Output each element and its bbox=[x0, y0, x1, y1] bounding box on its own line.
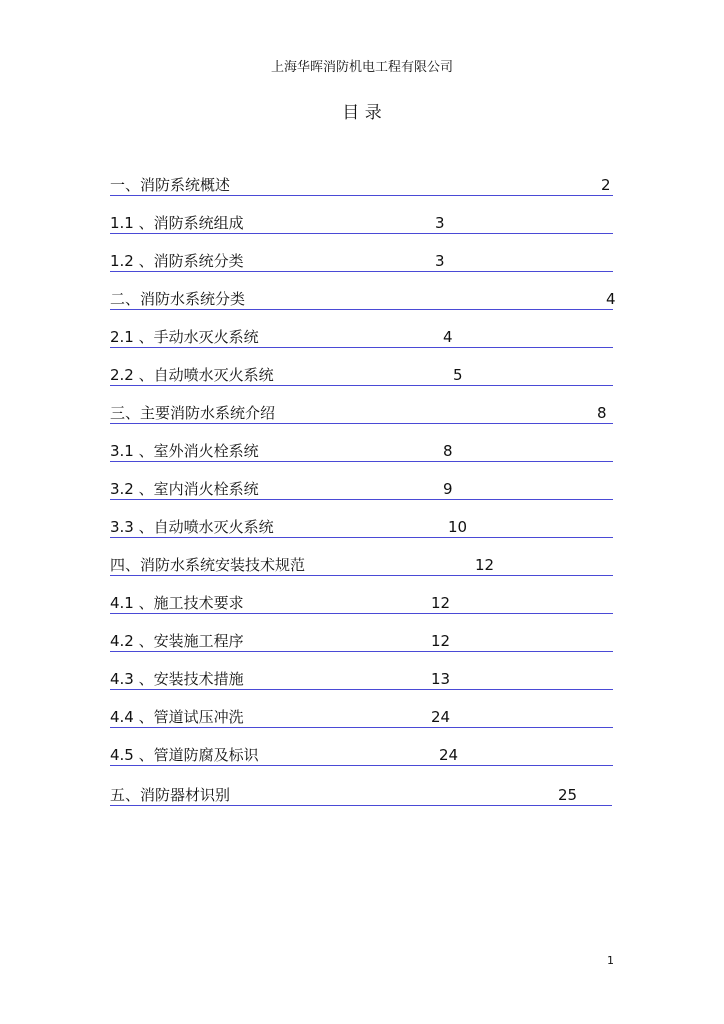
toc-entry-2[interactable] bbox=[110, 290, 616, 310]
toc-entry-3-2[interactable] bbox=[110, 480, 613, 500]
toc-entry-underline bbox=[110, 575, 613, 576]
toc-entry-underline bbox=[110, 423, 613, 424]
toc-entry-label: 3.3 、自动喷水灭火系统 bbox=[110, 518, 274, 536]
toc-entry-page: 9 bbox=[443, 480, 453, 498]
toc-entry-label: 五、消防器材识别 bbox=[110, 786, 231, 804]
toc-entry-underline bbox=[110, 233, 613, 234]
toc-entry-page: 2 bbox=[601, 176, 611, 194]
toc-entry-5[interactable] bbox=[110, 786, 612, 806]
toc-entry-4-2[interactable] bbox=[110, 632, 613, 652]
toc-entry-page: 13 bbox=[431, 670, 451, 688]
toc-entry-page: 5 bbox=[453, 366, 463, 384]
toc-entry-page: 8 bbox=[597, 404, 607, 422]
toc-entry-1[interactable] bbox=[110, 176, 613, 196]
toc-entry-page: 12 bbox=[431, 594, 451, 612]
toc-entry-label: 4.2 、安装施工程序 bbox=[110, 632, 244, 650]
toc-entry-3[interactable] bbox=[110, 404, 613, 424]
toc-entry-page: 25 bbox=[558, 786, 578, 804]
toc-entry-underline bbox=[110, 347, 613, 348]
toc-entry-1-2[interactable] bbox=[110, 252, 613, 272]
toc-entry-underline bbox=[110, 537, 613, 538]
toc-entry-underline bbox=[110, 309, 613, 310]
toc-entry-label: 4.1 、施工技术要求 bbox=[110, 594, 244, 612]
toc-entry-label: 四、消防水系统安装技术规范 bbox=[110, 556, 306, 574]
toc-entry-label: 4.3 、安装技术措施 bbox=[110, 670, 244, 688]
toc-entry-3-3[interactable] bbox=[110, 518, 613, 538]
toc-entry-underline bbox=[110, 727, 613, 728]
toc-entry-underline bbox=[110, 195, 613, 196]
toc-entry-label: 3.2 、室内消火栓系统 bbox=[110, 480, 259, 498]
toc-entry-4-1[interactable] bbox=[110, 594, 613, 614]
toc-entry-underline bbox=[110, 765, 613, 766]
toc-title: 目 录 bbox=[342, 103, 382, 123]
toc-entry-underline bbox=[110, 613, 613, 614]
toc-entry-2-2[interactable] bbox=[110, 366, 613, 386]
toc-entry-page: 24 bbox=[439, 746, 459, 764]
toc-entry-page: 12 bbox=[475, 556, 495, 574]
toc-entry-4-5[interactable] bbox=[110, 746, 613, 766]
toc-entry-page: 4 bbox=[443, 328, 453, 346]
toc-entry-4-4[interactable] bbox=[110, 708, 613, 728]
toc-entry-underline bbox=[110, 461, 613, 462]
toc-entry-page: 3 bbox=[435, 252, 445, 270]
toc-entry-underline bbox=[110, 385, 613, 386]
toc-entry-label: 2.1 、手动水灭火系统 bbox=[110, 328, 259, 346]
toc-entry-page: 3 bbox=[435, 214, 445, 232]
toc-entry-label: 3.1 、室外消火栓系统 bbox=[110, 442, 259, 460]
toc-entry-label: 4.5 、管道防腐及标识 bbox=[110, 746, 259, 764]
toc-entry-label: 1.2 、消防系统分类 bbox=[110, 252, 244, 270]
toc-entry-4[interactable] bbox=[110, 556, 613, 576]
toc-entry-label: 4.4 、管道试压冲洗 bbox=[110, 708, 244, 726]
toc-entry-1-1[interactable] bbox=[110, 214, 613, 234]
toc-entry-4-3[interactable] bbox=[110, 670, 613, 690]
toc-entry-label: 三、主要消防水系统介绍 bbox=[110, 404, 276, 422]
toc-entry-3-1[interactable] bbox=[110, 442, 613, 462]
toc-entry-2-1[interactable] bbox=[110, 328, 613, 348]
toc-entry-label: 2.2 、自动喷水灭火系统 bbox=[110, 366, 274, 384]
toc-entry-page: 12 bbox=[431, 632, 451, 650]
page-number: 1 bbox=[607, 954, 614, 967]
toc-entry-label: 1.1 、消防系统组成 bbox=[110, 214, 244, 232]
toc-entry-page: 4 bbox=[606, 290, 616, 308]
toc-entry-label: 一、消防系统概述 bbox=[110, 176, 231, 194]
toc-entry-page: 10 bbox=[448, 518, 468, 536]
company-header: 上海华晖消防机电工程有限公司 bbox=[270, 60, 453, 75]
toc-entry-underline bbox=[110, 271, 613, 272]
toc-entry-underline bbox=[110, 805, 612, 806]
toc-entry-underline bbox=[110, 689, 613, 690]
toc-entry-underline bbox=[110, 499, 613, 500]
toc-entry-page: 24 bbox=[431, 708, 451, 726]
toc-entry-underline bbox=[110, 651, 613, 652]
toc-entry-page: 8 bbox=[443, 442, 453, 460]
toc-entry-label: 二、消防水系统分类 bbox=[110, 290, 246, 308]
